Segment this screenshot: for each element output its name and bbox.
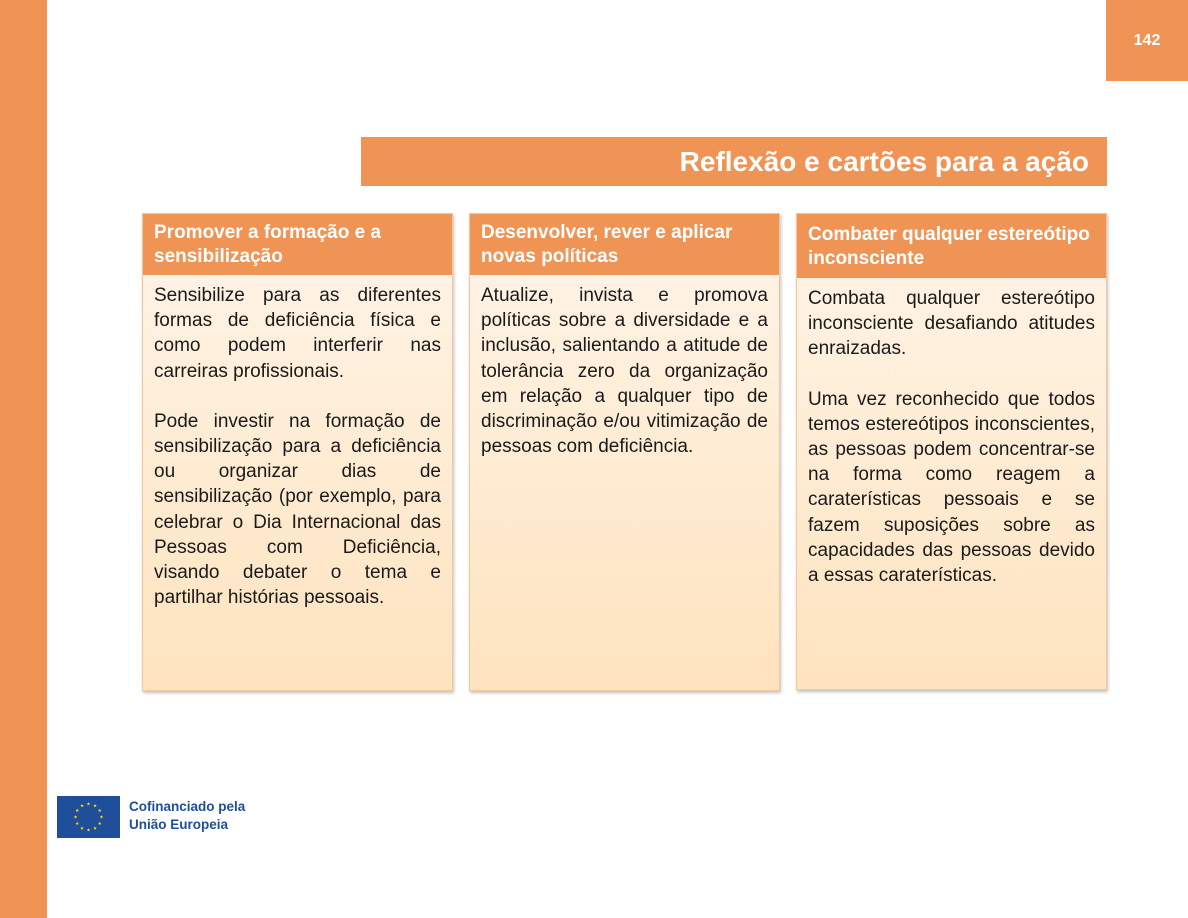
card-paragraph: Pode investir na formação de sensibilização para a deficiência ou organizar dias de sensibilização (por exemplo, para celebrar o Dia Internacional das Pessoas com Deficiência, visando debater o tema e partilhar histórias pessoais. [154, 410, 441, 609]
cofunding-line-1: Cofinanciado pela [129, 799, 246, 814]
card-body [797, 278, 1106, 588]
card-header: Combater qualquer estereótipo inconsciente [797, 214, 1106, 278]
card-body [470, 275, 779, 459]
eu-flag-icon [57, 796, 120, 838]
card-paragraph: Atualize, invista e promova políticas sobre a diversidade e a inclusão, salientando a atitude de tolerância zero da organização em relação a qualquer tipo de discriminação e/ou vitimização de pessoas com deficiência. [481, 285, 768, 458]
action-card-policies [469, 213, 780, 691]
card-paragraph: Uma vez reconhecido que todos temos estereótipos inconscientes, as pessoas podem concentrar-se na forma como reagem a caraterísticas pessoais e se fazem suposições sobre as capacidades das pessoas devido a essas caraterísticas. [808, 388, 1095, 587]
card-header: Desenvolver, rever e aplicar novas políticas [470, 214, 779, 275]
action-card-stereotypes [796, 213, 1107, 690]
card-header: Promover a formação e a sensibilização [143, 214, 452, 275]
page-title: Reflexão e cartões para a ação [679, 145, 1089, 177]
page-number: 142 [1133, 31, 1161, 49]
cofunding-label [129, 798, 245, 834]
page-number-badge [1106, 0, 1188, 81]
card-body [143, 275, 452, 610]
title-banner [361, 137, 1107, 186]
card-paragraph: Sensibilize para as diferentes formas de deficiência física e como podem interferir nas carreiras profissionais. [154, 285, 441, 382]
card-paragraph: Combata qualquer estereótipo inconsciente desafiando atitudes enraizadas. [808, 288, 1095, 360]
action-card-training [142, 213, 453, 691]
cofunding-line-2: União Europeia [129, 817, 229, 832]
left-accent-bar [0, 0, 47, 918]
